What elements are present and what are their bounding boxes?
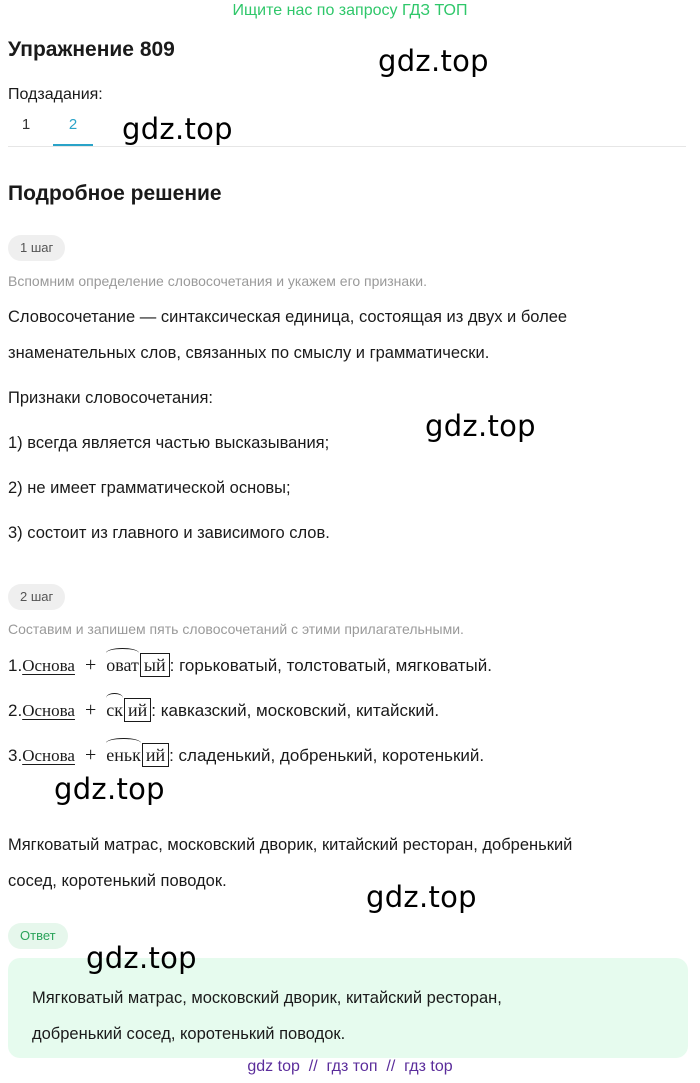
watermark: gdz.top (366, 880, 477, 914)
formula-suffix (106, 655, 139, 676)
formula-ending: ий (124, 698, 151, 722)
footer-links[interactable]: gdz top // гдз топ // гдз top (247, 1058, 453, 1075)
formula-suffix (106, 700, 123, 721)
answer-text (32, 980, 502, 1052)
formula-words: : сладенький, добренький, коротенький. (169, 746, 485, 765)
plus-sign: + (84, 654, 97, 676)
formula-suffix-text: оват (106, 655, 139, 675)
result-line: Мягковатый матрас, московский дворик, китайский ресторан, добренький (8, 836, 573, 854)
subtasks-label: Подзадания: (8, 86, 103, 103)
features-heading: Признаки словосочетания: (8, 389, 213, 407)
page-title: Упражнение 809 (8, 38, 175, 61)
formula-ending: ый (140, 653, 170, 677)
formula-suffix-text: еньк (106, 745, 141, 765)
suffix-mark (106, 693, 123, 703)
answer-line: Мягковатый матрас, московский дворик, китайский ресторан, (32, 989, 502, 1007)
watermark: gdz.top (86, 941, 197, 975)
plus-sign: + (84, 699, 97, 721)
formula-words: : горьковатый, толстоватый, мягковатый. (169, 656, 492, 675)
formula-number: 2. (8, 701, 23, 720)
formula-base: Основа (22, 746, 75, 765)
feature-item: 1) всегда является частью высказывания; (8, 434, 330, 452)
word-formula (8, 698, 439, 722)
tab-subtask-2[interactable]: 2 (53, 116, 93, 146)
word-formula (8, 743, 484, 767)
divider (8, 146, 686, 147)
formula-number: 1. (8, 656, 23, 675)
answer-line: добренький сосед, коротенький поводок. (32, 1025, 346, 1043)
definition-line: знаменательных слов, связанных по смыслу и грамматически. (8, 344, 490, 362)
feature-item: 3) состоит из главного и зависимого слов. (8, 524, 330, 542)
section-title: Подробное решение (8, 182, 222, 205)
step-badge: 2 шаг (8, 584, 65, 610)
watermark: gdz.top (122, 112, 233, 146)
watermark: gdz.top (425, 409, 536, 443)
formula-base: Основа (22, 656, 75, 675)
result-line: сосед, коротенький поводок. (8, 872, 227, 890)
promo-banner[interactable]: Ищите нас по запросу ГДЗ ТОП (232, 2, 468, 19)
step-hint: Вспомним определение словосочетания и укажем его признаки. (8, 273, 428, 289)
suffix-mark (106, 648, 139, 658)
formula-suffix (106, 745, 141, 766)
suffix-mark (106, 738, 141, 748)
answer-badge: Ответ (8, 923, 68, 949)
plus-sign: + (84, 744, 97, 766)
step-badge: 1 шаг (8, 235, 65, 261)
watermark: gdz.top (378, 44, 489, 78)
tab-subtask-1[interactable]: 1 (21, 116, 31, 133)
formula-number: 3. (8, 746, 23, 765)
formula-ending: ий (142, 743, 169, 767)
definition-line: Словосочетание — синтаксическая единица, состоящая из двух и более (8, 308, 568, 326)
step-hint: Составим и запишем пять словосочетаний с этими прилагательными. (8, 621, 464, 637)
word-formula (8, 653, 492, 677)
formula-words: : кавказский, московский, китайский. (151, 701, 440, 720)
watermark: gdz.top (54, 772, 165, 806)
formula-base: Основа (22, 701, 75, 720)
feature-item: 2) не имеет грамматической основы; (8, 479, 291, 497)
formula-suffix-text: ск (106, 700, 123, 720)
